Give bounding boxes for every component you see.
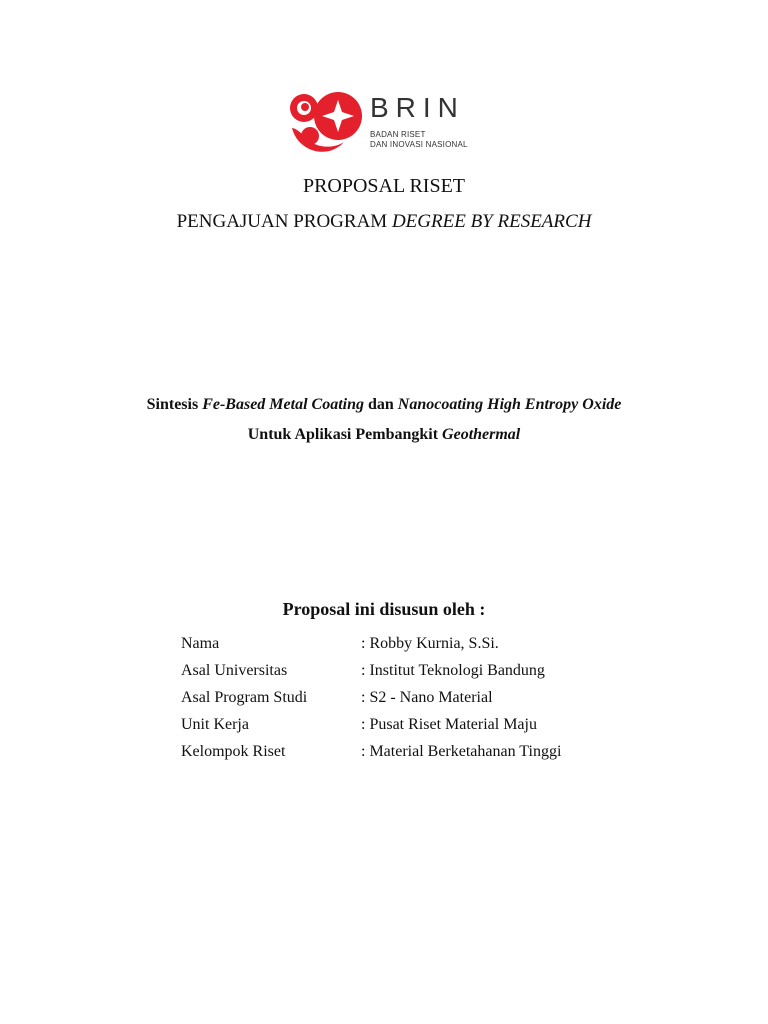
info-label: Asal Program Studi [181,688,308,706]
info-row [181,657,561,684]
research-topic-line1 [0,395,768,415]
logo-subtitle [370,130,468,150]
info-row [181,711,561,738]
info-label: Asal Universitas [181,661,288,679]
topic-segment: Fe-Based Metal Coating [202,396,364,413]
subtitle-italic: DEGREE BY RESEARCH [391,211,592,232]
author-heading: Proposal ini disusun oleh : [282,599,486,619]
info-label: Kelompok Riset [181,742,286,760]
topic-segment: Nanocoating High Entropy Oxide [397,396,622,413]
brin-emblem-icon [288,86,364,158]
author-info-table [181,630,561,765]
topic-segment: dan [363,396,398,413]
topic-segment: Sintesis [146,396,203,413]
subtitle-plain: PENGAJUAN PROGRAM [176,211,392,232]
document-title: PROPOSAL RISET [302,175,466,197]
logo-subtitle-line2: DAN INOVASI NASIONAL [370,140,468,149]
info-value: : Material Berketahanan Tinggi [361,742,562,760]
info-row [181,738,561,765]
research-topic-line2 [0,425,768,445]
brin-logo [288,86,478,158]
info-value: : Robby Kurnia, S.Si. [361,634,499,652]
info-row [181,630,561,657]
info-row [181,684,561,711]
logo-subtitle-line1: BADAN RISET [370,130,426,139]
info-value: : Pusat Riset Material Maju [361,715,537,733]
topic-segment: Geothermal [442,426,521,443]
topic-segment: Untuk Aplikasi Pembangkit [247,426,443,443]
info-label: Unit Kerja [181,715,249,733]
logo-wordmark: BRIN [370,92,465,123]
info-value: : S2 - Nano Material [361,688,493,706]
info-value: : Institut Teknologi Bandung [361,661,545,679]
document-subtitle [0,210,768,234]
info-label: Nama [181,634,220,652]
